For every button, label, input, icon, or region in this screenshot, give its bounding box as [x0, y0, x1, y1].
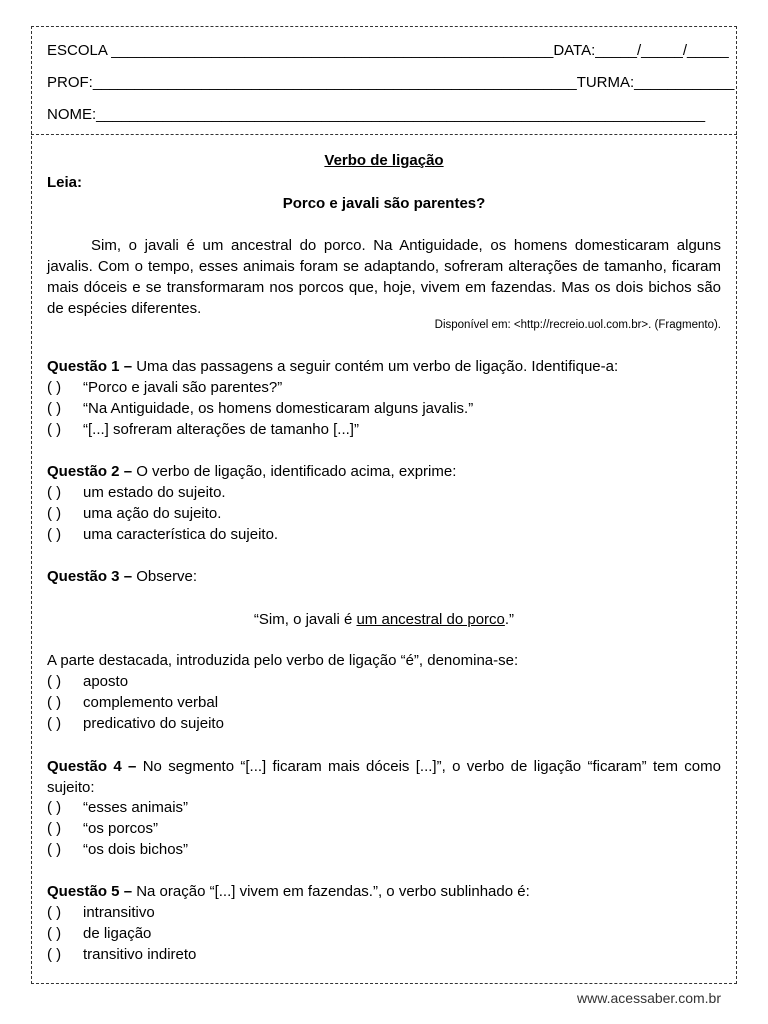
- question-5-text: Na oração “[...] vivem em fazendas.”, o verbo sublinhado é:: [132, 883, 530, 900]
- q4-option-c[interactable]: ( ) “os dois bichos”: [47, 841, 189, 858]
- question-2-text: O verbo de ligação, identificado acima, exprime:: [132, 463, 457, 480]
- text-title: Porco e javali são parentes?: [282, 195, 486, 212]
- checkbox[interactable]: ( ): [47, 400, 62, 417]
- checkbox[interactable]: ( ): [47, 799, 62, 816]
- q2-option-b[interactable]: ( ) uma ação do sujeito.: [47, 505, 222, 522]
- checkbox[interactable]: ( ): [47, 925, 62, 942]
- q3-option-c[interactable]: ( ) predicativo do sujeito: [47, 715, 224, 732]
- question-1-label: Questão 1 –: [47, 358, 133, 375]
- question-4-label: Questão 4 –: [47, 758, 137, 775]
- q5-option-b[interactable]: ( ) de ligação: [47, 925, 152, 942]
- question-4: [47, 756, 721, 798]
- question-1: [47, 357, 618, 377]
- q3-option-b[interactable]: ( ) complemento verbal: [47, 694, 219, 711]
- question-3-text: Observe:: [132, 568, 198, 585]
- q5-option-c[interactable]: ( ) transitivo indireto: [47, 946, 197, 963]
- question-1-text: Uma das passagens a seguir contém um verbo de ligação. Identifique-a:: [132, 358, 619, 375]
- question-3-label: Questão 3 –: [47, 568, 133, 585]
- checkbox[interactable]: ( ): [47, 421, 62, 438]
- checkbox[interactable]: ( ): [47, 820, 62, 837]
- q2-option-a[interactable]: ( ) um estado do sujeito.: [47, 484, 226, 501]
- reading-paragraph: Sim, o javali é um ancestral do porco. Na Antiguidade, os homens domesticaram alguns javalis. Com o tempo, esses animais foram se adaptando, sofreram alterações de tamanho, ficaram mais dóceis e se transformaram nos porcos que, hoje, vivem em fazendas. Mas os dois bichos são de espécies diferentes.: [47, 237, 721, 317]
- q4-option-a[interactable]: ( ) “esses animais”: [47, 799, 189, 816]
- checkbox[interactable]: ( ): [47, 484, 62, 501]
- checkbox[interactable]: ( ): [47, 694, 62, 711]
- question-3: [47, 567, 197, 587]
- highlighted-part: um ancestral do porco: [356, 611, 505, 628]
- question-5-label: Questão 5 –: [47, 883, 133, 900]
- q3-option-a[interactable]: ( ) aposto: [47, 673, 129, 690]
- checkbox[interactable]: ( ): [47, 904, 62, 921]
- prof-turma-line: PROF:__________________________________________________________TURMA:____________: [47, 74, 735, 91]
- q2-option-c[interactable]: ( ) uma característica do sujeito.: [47, 526, 279, 543]
- question-4-text: No segmento “[...] ficaram mais dóceis [...]”, o verbo de ligação “ficaram” tem como sujeito:: [47, 758, 721, 796]
- checkbox[interactable]: ( ): [47, 526, 62, 543]
- worksheet-title: Verbo de ligação: [324, 152, 444, 169]
- checkbox[interactable]: ( ): [47, 379, 62, 396]
- q1-option-c[interactable]: ( ) “[...] sofreram alterações de tamanho [...]”: [47, 421, 359, 438]
- checkbox[interactable]: ( ): [47, 946, 62, 963]
- escola-data-line: ESCOLA _____________________________________________________DATA:_____/_____/_____: [47, 42, 729, 59]
- source-citation: Disponível em: <http://recreio.uol.com.br>. (Fragmento).: [434, 319, 721, 331]
- checkbox[interactable]: ( ): [47, 715, 62, 732]
- checkbox[interactable]: ( ): [47, 673, 62, 690]
- footer-url[interactable]: www.acessaber.com.br: [577, 990, 721, 1006]
- nome-line: NOME:_________________________________________________________________________: [47, 106, 706, 123]
- question-2: [47, 462, 456, 482]
- checkbox[interactable]: ( ): [47, 841, 62, 858]
- q3-quote: “Sim, o javali é um ancestral do porco.”: [253, 611, 515, 628]
- q1-option-a[interactable]: ( ) “Porco e javali são parentes?”: [47, 379, 283, 396]
- q5-option-a[interactable]: ( ) intransitivo: [47, 904, 155, 921]
- leia-label: Leia:: [47, 174, 83, 191]
- checkbox[interactable]: ( ): [47, 505, 62, 522]
- question-2-label: Questão 2 –: [47, 463, 133, 480]
- q4-option-b[interactable]: ( ) “os porcos”: [47, 820, 159, 837]
- q3-prompt: A parte destacada, introduzida pelo verbo de ligação “é”, denomina-se:: [47, 652, 519, 669]
- question-5: [47, 882, 530, 902]
- q1-option-b[interactable]: ( ) “Na Antiguidade, os homens domesticaram alguns javalis.”: [47, 400, 474, 417]
